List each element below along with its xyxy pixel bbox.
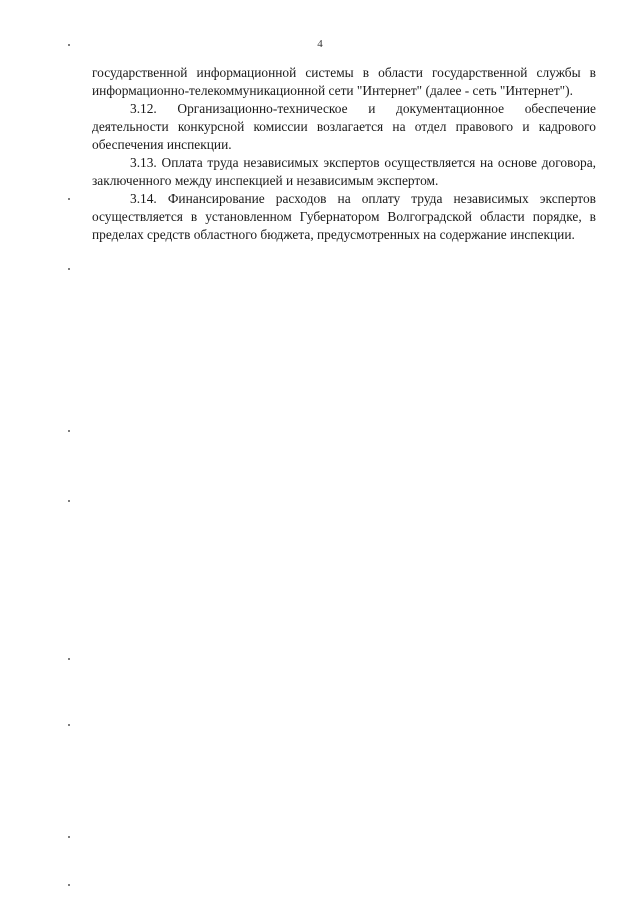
scan-mark — [68, 658, 70, 660]
page-number: 4 — [317, 38, 323, 50]
scan-mark — [68, 836, 70, 838]
scan-mark — [68, 500, 70, 502]
document-body — [92, 64, 596, 244]
scan-mark — [68, 430, 70, 432]
paragraph-3-13: 3.13. Оплата труда независимых экспертов осуществляется на основе договора, заключенного между инспекцией и независимым экспертом. — [92, 155, 596, 188]
paragraph-continuation: государственной информационной системы в области государственной службы в информационно-телекоммуникационной сети "Интернет" (далее - сеть "Интернет"). — [92, 65, 596, 98]
paragraph-3-12: 3.12. Организационно-техническое и документационное обеспечение деятельности конкурсной комиссии возлагается на отдел правового и кадрового обеспечения инспекции. — [92, 101, 596, 152]
scan-mark — [68, 724, 70, 726]
paragraph-3-14: 3.14. Финансирование расходов на оплату труда независимых экспертов осуществляется в установленном Губернатором Волгоградской области порядке, в пределах средств областного бюджета, предусмотренных на содержание инспекции. — [92, 191, 596, 242]
scan-mark — [68, 268, 70, 270]
scan-mark — [68, 884, 70, 886]
scan-mark — [68, 198, 70, 200]
scan-mark — [68, 44, 70, 46]
